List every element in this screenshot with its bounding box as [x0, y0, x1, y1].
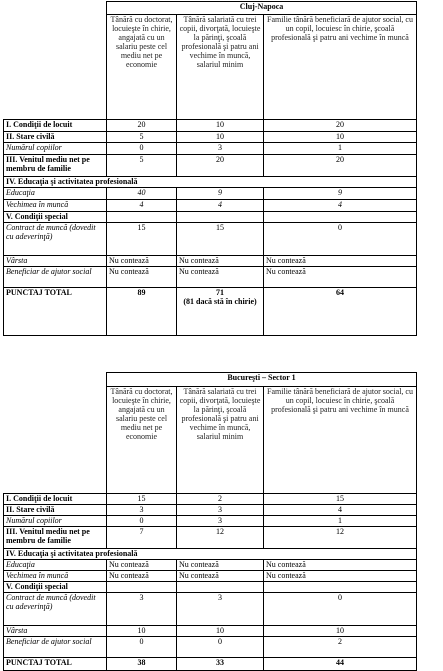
score-cell: 7	[107, 527, 177, 549]
profile-descriptions-row	[4, 15, 417, 120]
score-cell: 3	[177, 505, 264, 516]
score-cell: 4	[107, 200, 177, 212]
section-label: IV. Educaţia şi activitatea profesională	[4, 177, 417, 188]
criterion-row	[4, 505, 417, 516]
criterion-label: II. Stare civilă	[4, 132, 107, 143]
score-cell: 0	[264, 223, 417, 256]
score-cell: 3	[107, 593, 177, 626]
score-cell: 0	[177, 637, 264, 658]
criterion-row	[4, 571, 417, 582]
score-cell: 5	[107, 132, 177, 143]
score-cell: 3	[177, 593, 264, 626]
score-cell: 3	[177, 143, 264, 155]
score-cell: 15	[107, 223, 177, 256]
total-label: PUNCTAJ TOTAL	[4, 288, 107, 336]
score-cell: 15	[177, 223, 264, 256]
total-score: 44	[264, 658, 417, 671]
score-cell	[107, 582, 177, 593]
score-cell: Nu contează	[264, 267, 417, 288]
score-cell: Nu contează	[107, 571, 177, 582]
score-cell: Nu contează	[177, 256, 264, 267]
criterion-label: Vârsta	[4, 256, 107, 267]
criterion-label: Vechimea în muncă	[4, 200, 107, 212]
score-cell: Nu contează	[107, 267, 177, 288]
score-cell: 0	[107, 637, 177, 658]
section-label: IV. Educaţia şi activitatea profesională	[4, 549, 417, 560]
score-cell: 4	[177, 200, 264, 212]
profile-description: Familie tânără beneficiară de ajutor social, cu un copil, locuiesc în chirie, şcoală profesională şi patru ani vechime în muncă	[264, 387, 417, 494]
criterion-label: III. Venitul mediu net pe membru de familie	[4, 527, 107, 549]
score-cell: 4	[264, 200, 417, 212]
criterion-row	[4, 582, 417, 593]
score-cell: 1	[264, 143, 417, 155]
score-cell: Nu contează	[177, 571, 264, 582]
criterion-row	[4, 143, 417, 155]
score-cell	[264, 212, 417, 223]
scoring-table-cluj	[3, 1, 417, 336]
criterion-row	[4, 527, 417, 549]
profile-descriptions-row	[4, 387, 417, 494]
criterion-row	[4, 188, 417, 200]
total-row	[4, 658, 417, 671]
profile-description: Tânără cu doctorat, locuieşte în chirie, angajată cu un salariu peste cel mediu net pe economie	[107, 387, 177, 494]
score-cell: 0	[107, 516, 177, 527]
corner-cell	[4, 15, 107, 120]
criterion-row	[4, 200, 417, 212]
corner-cell-top	[4, 373, 107, 387]
score-cell: Nu contează	[264, 571, 417, 582]
criterion-label: Numărul copiilor	[4, 143, 107, 155]
criterion-row	[4, 223, 417, 256]
criterion-row	[4, 626, 417, 637]
criterion-row	[4, 256, 417, 267]
criterion-row	[4, 637, 417, 658]
criterion-label: Beneficiar de ajutor social	[4, 637, 107, 658]
criterion-label: III. Venitul mediu net pe membru de familie	[4, 155, 107, 177]
criterion-label: Educaţia	[4, 188, 107, 200]
criterion-label: II. Stare civilă	[4, 505, 107, 516]
score-cell: Nu contează	[107, 560, 177, 571]
score-cell: 10	[177, 120, 264, 132]
score-cell: 15	[264, 494, 417, 505]
criterion-row	[4, 155, 417, 177]
total-score: 71 (81 dacă stă în chirie)	[177, 288, 264, 336]
criterion-label: Contract de muncă (dovedit cu adeverinţă)	[4, 223, 107, 256]
score-cell: 15	[107, 494, 177, 505]
score-cell: 20	[107, 120, 177, 132]
criterion-label: V. Condiţii special	[4, 582, 107, 593]
scoring-table-bucuresti	[3, 372, 417, 671]
criterion-row	[4, 267, 417, 288]
total-score: 38	[107, 658, 177, 671]
score-cell: Nu contează	[264, 560, 417, 571]
score-cell: 9	[177, 188, 264, 200]
score-cell: 1	[264, 516, 417, 527]
profile-description: Familie tânără beneficiară de ajutor social, cu un copil, locuiesc în chirie, şcoală profesională şi patru ani vechime în muncă	[264, 15, 417, 120]
profile-description: Tânără salariată cu trei copii, divorţată, locuieşte la părinţi, şcoală profesională şi patru ani vechime în muncă, salariul minim	[177, 15, 264, 120]
criterion-label: I. Condiţii de locuit	[4, 494, 107, 505]
score-cell: Nu contează	[177, 267, 264, 288]
score-cell: 10	[264, 626, 417, 637]
criterion-label: Contract de muncă (dovedit cu adeverinţă)	[4, 593, 107, 626]
total-score: 64	[264, 288, 417, 336]
criterion-label: Vârsta	[4, 626, 107, 637]
criterion-label: Educaţia	[4, 560, 107, 571]
corner-cell-top	[4, 2, 107, 15]
criterion-label: Numărul copiilor	[4, 516, 107, 527]
criterion-label: V. Condiţii special	[4, 212, 107, 223]
score-cell: 9	[264, 188, 417, 200]
score-cell	[177, 582, 264, 593]
score-cell	[264, 582, 417, 593]
section-row	[4, 549, 417, 560]
score-cell: 5	[107, 155, 177, 177]
score-cell: 2	[177, 494, 264, 505]
criterion-row	[4, 132, 417, 143]
score-cell: 2	[264, 637, 417, 658]
score-cell: 20	[264, 155, 417, 177]
criterion-label: Beneficiar de ajutor social	[4, 267, 107, 288]
score-cell: Nu contează	[107, 256, 177, 267]
criterion-label: I. Condiţii de locuit	[4, 120, 107, 132]
criterion-row	[4, 560, 417, 571]
score-cell: Nu contează	[177, 560, 264, 571]
criterion-row	[4, 494, 417, 505]
profile-description: Tânără cu doctorat, locuieşte în chirie, angajată cu un salariu peste cel mediu net pe economie	[107, 15, 177, 120]
city-name: Bucureşti – Sector 1	[107, 373, 417, 387]
criterion-row	[4, 120, 417, 132]
score-cell: 10	[177, 626, 264, 637]
criterion-label: Vechimea în muncă	[4, 571, 107, 582]
city-header-row	[4, 373, 417, 387]
score-cell	[177, 212, 264, 223]
score-cell: 0	[264, 593, 417, 626]
city-header-row	[4, 2, 417, 15]
score-cell: 12	[264, 527, 417, 549]
score-cell: 4	[264, 505, 417, 516]
criterion-row	[4, 212, 417, 223]
score-cell	[107, 212, 177, 223]
score-cell: 12	[177, 527, 264, 549]
total-row	[4, 288, 417, 336]
city-name: Cluj-Napoca	[107, 2, 417, 15]
score-cell: 10	[177, 132, 264, 143]
criterion-row	[4, 593, 417, 626]
score-cell: 20	[264, 120, 417, 132]
corner-cell	[4, 387, 107, 494]
section-row	[4, 177, 417, 188]
score-cell: 10	[264, 132, 417, 143]
score-cell: Nu contează	[264, 256, 417, 267]
score-cell: 40	[107, 188, 177, 200]
total-score: 33	[177, 658, 264, 671]
score-cell: 20	[177, 155, 264, 177]
score-cell: 3	[107, 505, 177, 516]
profile-description: Tânără salariată cu trei copii, divorţată, locuieşte la părinţi, şcoală profesională şi patru ani vechime în muncă, salariul minim	[177, 387, 264, 494]
score-cell: 0	[107, 143, 177, 155]
score-cell: 10	[107, 626, 177, 637]
total-label: PUNCTAJ TOTAL	[4, 658, 107, 671]
score-cell: 3	[177, 516, 264, 527]
total-score: 89	[107, 288, 177, 336]
criterion-row	[4, 516, 417, 527]
